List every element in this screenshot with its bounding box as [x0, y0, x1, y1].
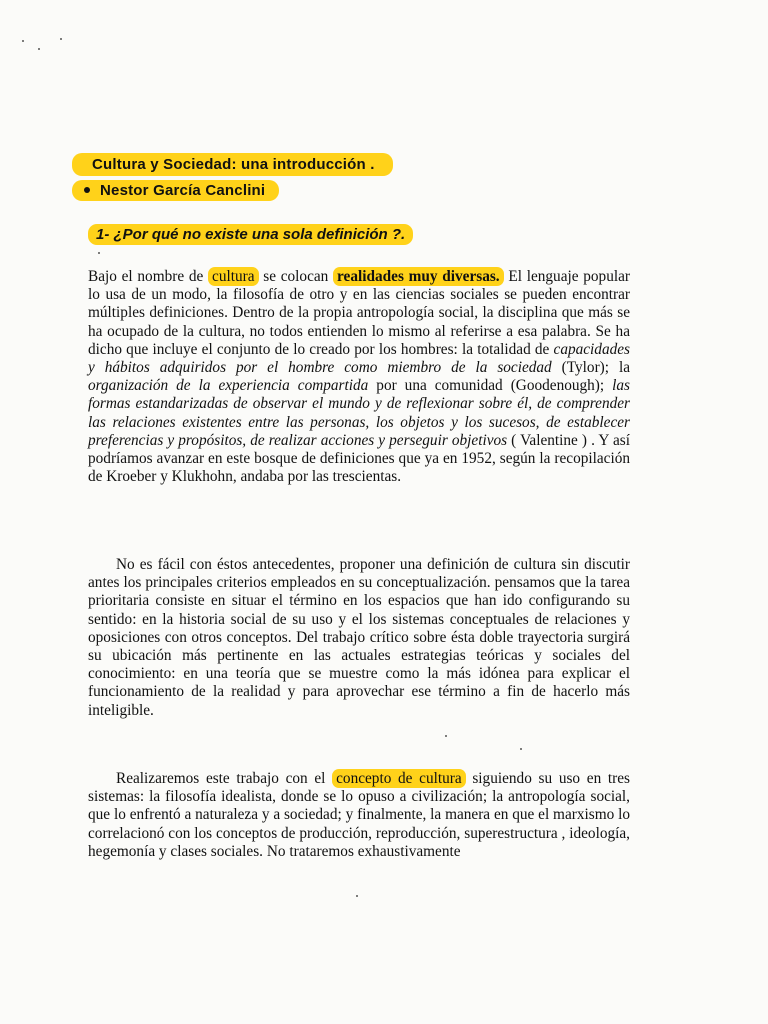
paragraph-text: las formas estandarizadas de observar el mundo y de reflexionar sobre él, de comprender las relaciones existentes entre las personas, los objetos y los sucesos, de establecer preferencias y propósitos, de realizar acciones y perseguir objetivos [88, 377, 630, 449]
bullet-icon [84, 187, 90, 193]
paragraph-text: por una comunidad (Goodenough); [368, 377, 613, 395]
document-author [72, 180, 279, 201]
highlighted-text: cultura [208, 267, 258, 286]
paragraph-text: organización de la experiencia compartida [88, 377, 369, 395]
question-text: 1- ¿Por qué no existe una sola definición ?. [88, 224, 413, 245]
paragraph-text: se colocan [258, 268, 334, 285]
paragraph-text: El lenguaje popular lo usa de un modo, la filosofía de otro y en las ciencias sociales se pueden encontrar múltiples definiciones. Dentro de la propia antropología social, la disciplina que más se ha ocupado de la cultura, no todos entienden lo mismo al referirse a esa palabra. Se ha dicho que incluye el conjunto de lo creado por los hombres: la totalidad de [88, 268, 630, 358]
paragraph-2 [88, 556, 630, 720]
paragraph-text: No es fácil con éstos antecedentes, proponer una definición de cultura sin discutir antes los principales criterios empleados en su conceptualización. pensamos que la tarea prioritaria consiste en situar el término en los espacios que han ido configurando su sentido: en la historia social de su uso y el los sistemas conceptuales de relaciones y oposiciones con otros conceptos. Del trabajo crítico sobre ésta doble trayectoria surgirá su ubicación más pertinente en las actuales estrategias teóricas y sociales del conocimiento: en una teoría que se muestre como la más idónea para explicar el funcionamiento de la realidad y para aprovechar ese término a fin de hacerlo más inteligible. [88, 556, 630, 719]
title-text: Cultura y Sociedad: una introducción . [72, 153, 393, 176]
paragraph-1 [88, 268, 630, 486]
highlighted-text: concepto de cultura [332, 769, 466, 788]
paragraph-text: Bajo el nombre de [88, 268, 209, 285]
paragraph-3 [88, 770, 630, 861]
paragraph-text: siguiendo su uso en tres sistemas: la filosofía idealista, donde se lo opuso a civilización; la antropología social, que lo enfrentó a naturaleza y a sociedad; y finalmente, la manera en que el marxismo lo correlacionó con los conceptos de producción, reproducción, superestructura , ideología, hegemonía y clases sociales. No trataremos exhaustivamente [88, 770, 631, 860]
paragraph-text: ( Valentine ) . Y así podríamos avanzar en este bosque de definiciones que ya en 1952, según la recopilación de Kroeber y Klukhohn, andaba por las trescientas. [88, 431, 630, 486]
section-question [88, 226, 413, 243]
paragraph-text: Realizaremos este trabajo con el [116, 770, 333, 787]
highlighted-text: realidades muy diversas. [333, 267, 504, 286]
paragraph-text: (Tylor); la [551, 359, 630, 377]
author-text: Nestor García Canclini [100, 182, 266, 199]
paragraph-text: capacidades y hábitos adquiridos por el hombre como miembro de la sociedad [88, 340, 630, 377]
document-title [72, 156, 393, 173]
